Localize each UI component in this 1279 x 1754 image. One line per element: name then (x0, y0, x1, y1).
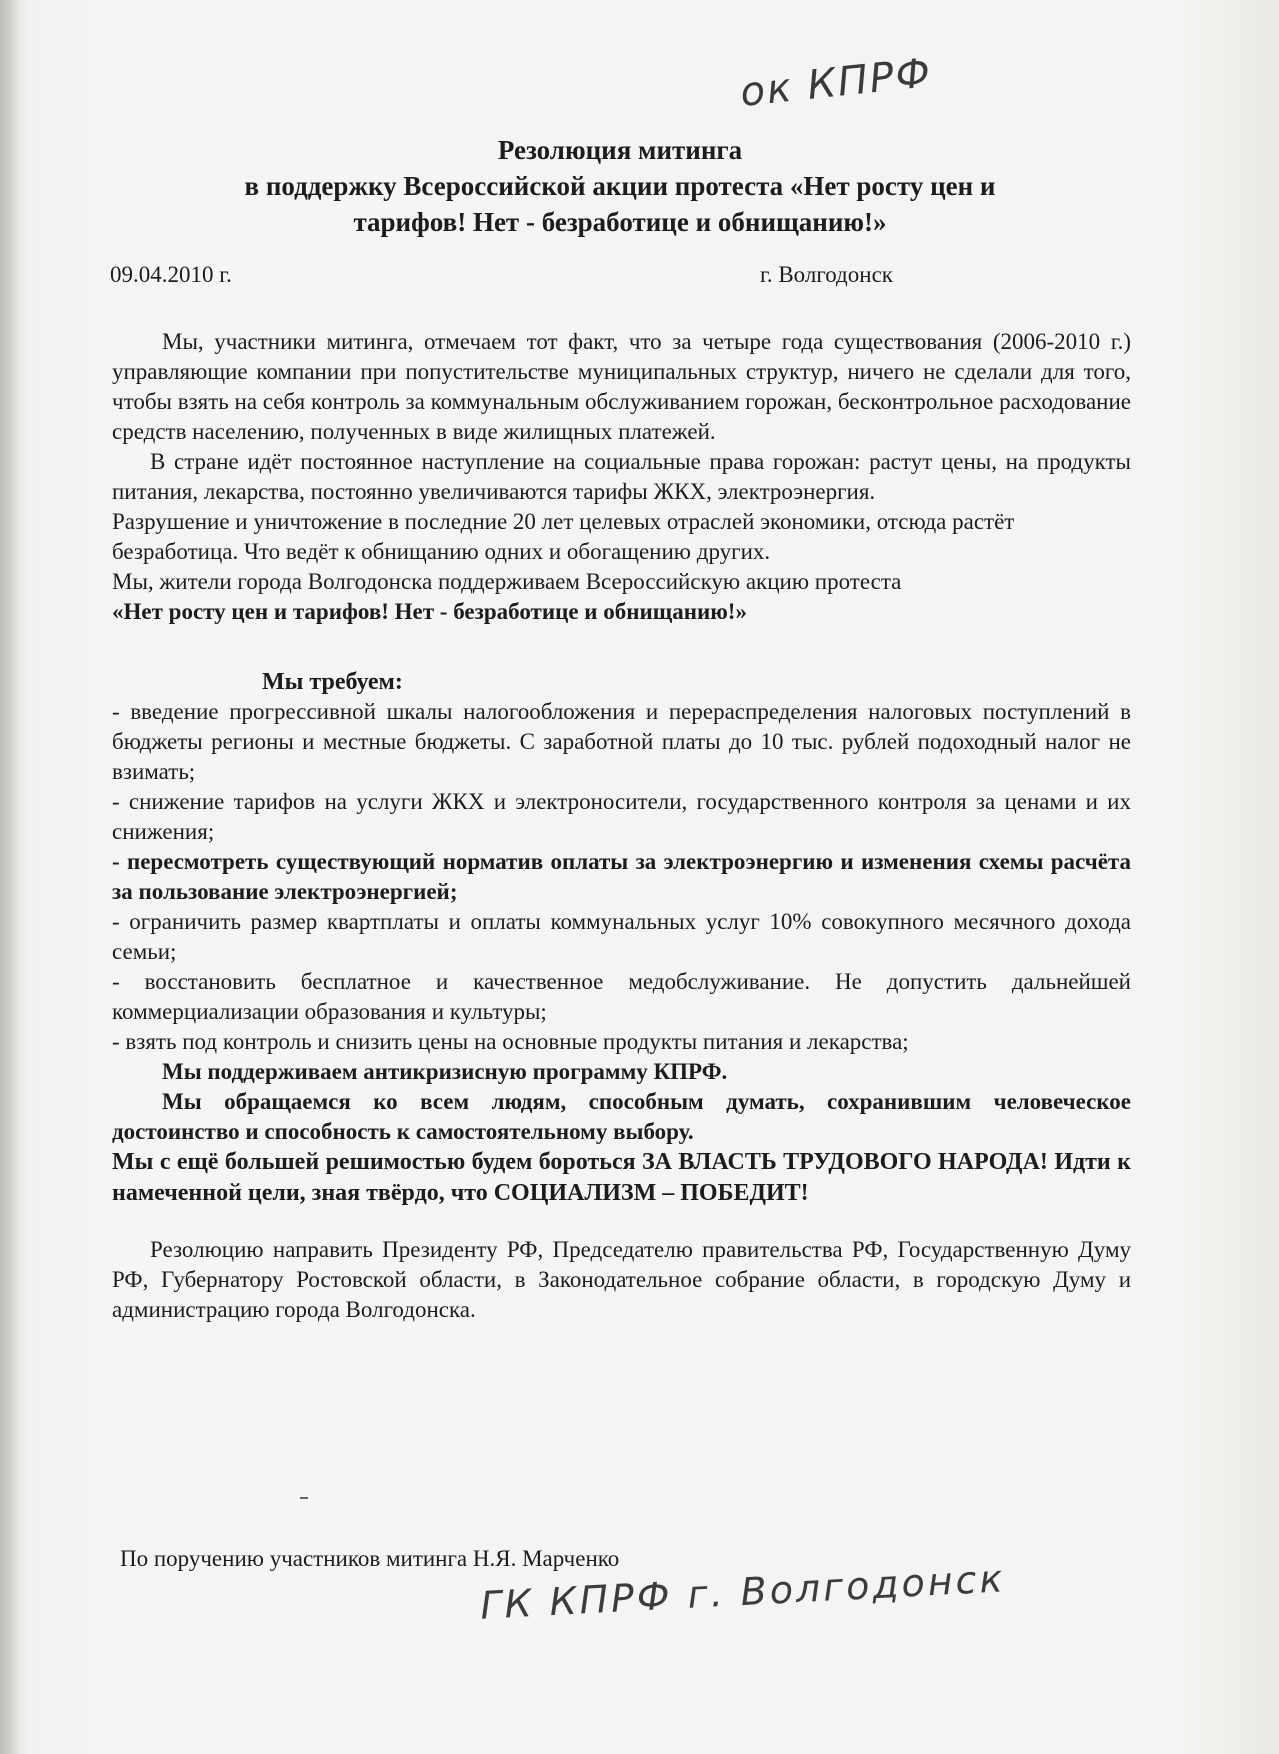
stray-mark (300, 1497, 308, 1499)
document-date: 09.04.2010 г. (110, 262, 232, 287)
closing-declaration: Мы с ещё большей решимостью будем бороться ЗА ВЛАСТЬ ТРУДОВОГО НАРОДА! Идти к намеченной цели, зная твёрдо, что СОЦИАЛИЗМ – ПОБЕДИТ! (112, 1149, 1131, 1206)
demand-item: - введение прогрессивной шкалы налогообложения и перераспределения налоговых поступлений в бюджеты регионы и местные бюджеты. С заработной платы до 10 тыс. рублей подоходный налог не взимать; (112, 699, 1131, 784)
closing-appeal: Мы обращаемся ко всем людям, способным думать, сохранившим человеческое достоинство и способность к самостоятельному выбору. (112, 1089, 1131, 1144)
signature-line: По поручению участников митинга Н.Я. Марченко (120, 1546, 620, 1571)
demands-heading: Мы требуем: (262, 669, 403, 695)
document-title (120, 132, 1120, 240)
paragraph-4: Мы, жители города Волгодонска поддерживаем Всероссийскую акцию протеста (112, 569, 902, 594)
handwritten-note-top: ок КПРФ (738, 50, 935, 116)
paragraph-2: В стране идёт постоянное наступление на социальные права горожан: растут цены, на продукты питания, лекарства, постоянно увеличиваются тарифы ЖКХ, электроэнергия. (112, 449, 1131, 504)
title-line-2: в поддержку Всероссийской акции протеста «Нет росту цен и (244, 171, 996, 201)
document-body (112, 327, 1131, 1325)
paragraph-1: Мы, участники митинга, отмечаем тот факт, что за четыре года существования (2006-2010 г.) управляющие компании при попустительстве муниципальных структур, ничего не сделали для того, чтобы взять на себя контроль за коммунальным обслуживанием горожан, бесконтрольное расходование средств населению, полученных в виде жилищных платежей. (112, 329, 1131, 444)
demand-item: - восстановить бесплатное и качественное медобслуживание. Не допустить дальнейшей коммерциализации образования и культуры; (112, 969, 1131, 1024)
document-city: г. Волгодонск (760, 262, 893, 287)
send-to-paragraph: Резолюцию направить Президенту РФ, Председателю правительства РФ, Государственную Думу РФ, Губернатору Ростовской области, в Законодательное собрание области, в городскую Думу и администрацию города Волгодонска. (112, 1237, 1131, 1322)
title-line-3: тарифов! Нет - безработице и обнищанию!» (353, 207, 887, 237)
demand-item: - взять под контроль и снизить цены на основные продукты питания и лекарства; (112, 1029, 909, 1054)
title-line-1: Резолюция митинга (497, 135, 743, 165)
protest-slogan: «Нет росту цен и тарифов! Нет - безработице и обнищанию!» (112, 599, 747, 624)
demand-item: - снижение тарифов на услуги ЖКХ и электроносители, государственного контроля за ценами и их снижения; (112, 789, 1131, 844)
paragraph-3: Разрушение и уничтожение в последние 20 лет целевых отраслей экономики, отсюда растёт безработица. Что ведёт к обнищанию одних и обогащению других. (112, 509, 1015, 564)
demand-item: - ограничить размер квартплаты и оплаты коммунальных услуг 10% совокупного месячного дохода семьи; (112, 909, 1131, 964)
page-edge-shadow (0, 0, 20, 1754)
demand-item: - пересмотреть существующий норматив оплаты за электроэнергию и изменения схемы расчёта за пользование электроэнергией; (112, 849, 1131, 904)
spacer (112, 1209, 1131, 1235)
closing-support: Мы поддерживаем антикризисную программу КПРФ. (162, 1059, 728, 1084)
handwritten-note-bottom: ГК КПРФ г. Волгодонск (479, 1556, 1007, 1628)
